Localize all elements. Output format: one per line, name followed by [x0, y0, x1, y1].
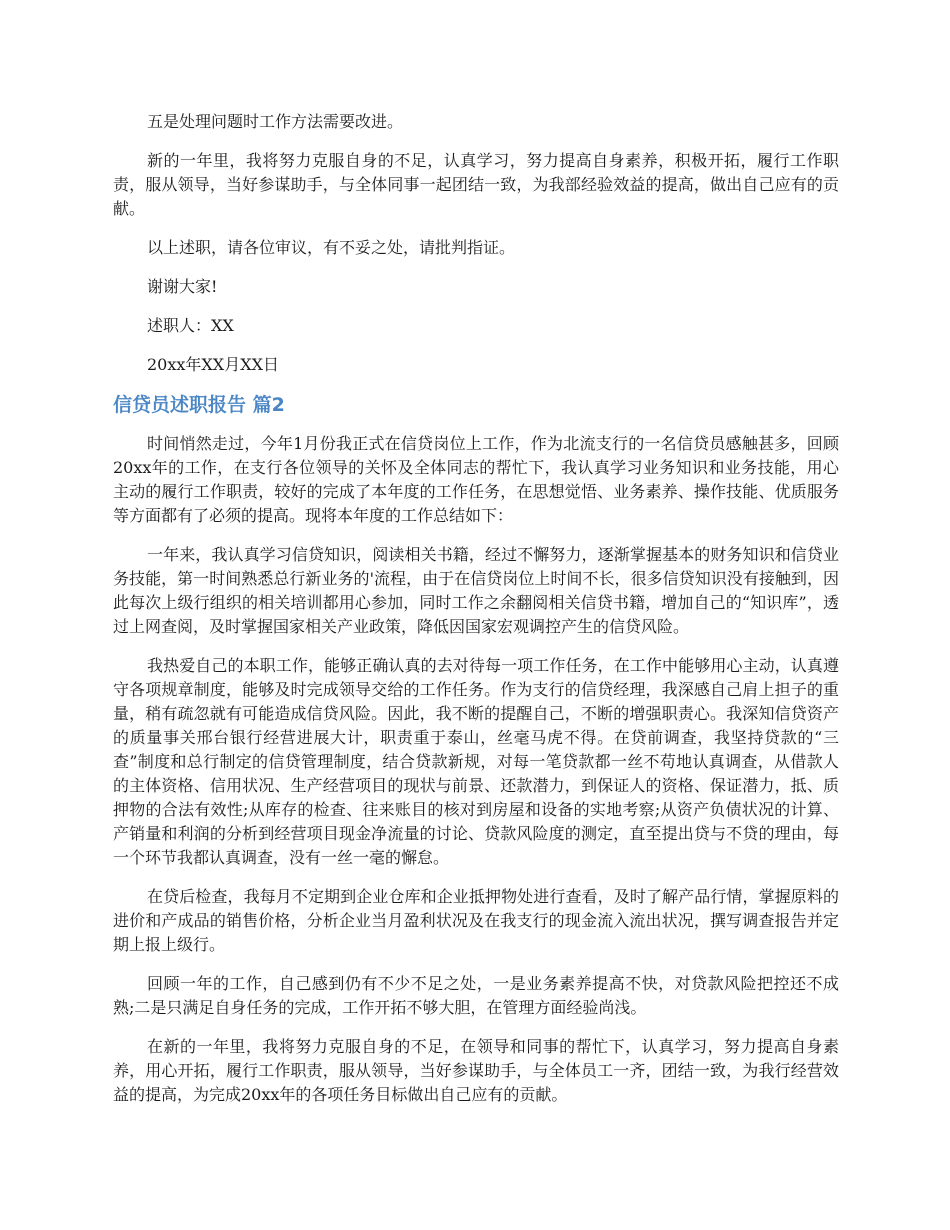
paragraph: 一年来，我认真学习信贷知识，阅读相关书籍，经过不懈努力，逐渐掌握基本的财务知识和信贷业务技能，第一时间熟悉总行新业务的'流程，由于在信贷岗位上时间不长，很多信贷知识没有接触到，因此每次上级行组织的相关培训都用心参加，同时工作之余翻阅相关信贷书籍，增加自己的“知识库”，透过上网查阅，及时掌握国家相关产业政策，降低因国家宏观调控产生的信贷风险。	[113, 545, 839, 636]
paragraph: 以上述职，请各位审议，有不妥之处，请批判指证。	[147, 238, 516, 257]
paragraph: 在贷后检查，我每月不定期到企业仓库和企业抵押物处进行查看，及时了解产品行情，掌握原料的进价和产成品的销售价格，分析企业当月盈利状况及在我支行的现金流入流出状况，撰写调查报告并定期上报上级行。	[113, 887, 839, 954]
paragraph: 在新的一年里，我将努力克服自身的不足，在领导和同事的帮忙下，认真学习，努力提高自身素养，用心开拓，履行工作职责，服从领导，当好参谋助手，与全体员工一齐，团结一致，为我行经营效益的提高，为完成20xx年的各项任务目标做出自己应有的贡献。	[113, 1037, 839, 1104]
section-heading: 信贷员述职报告 篇2	[113, 394, 285, 416]
paragraph: 谢谢大家!	[147, 277, 218, 296]
document-page	[113, 110, 839, 1122]
paragraph: 五是处理问题时工作方法需要改进。	[147, 112, 404, 131]
paragraph: 时间悄然走过，今年1月份我正式在信贷岗位上工作，作为北流支行的一名信贷员感触甚多，回顾20xx年的工作，在支行各位领导的关怀及全体同志的帮忙下，我认真学习业务知识和业务技能，用心主动的履行工作职责，较好的完成了本年度的工作任务，在思想觉悟、业务素养、操作技能、优质服务等方面都有了必须的提高。现将本年度的工作总结如下：	[113, 434, 839, 525]
paragraph: 新的一年里，我将努力克服自身的不足，认真学习，努力提高自身素养，积极开拓，履行工作职责，服从领导，当好参谋助手，与全体同事一起团结一致，为我部经验效益的提高，做出自己应有的贡献。	[113, 151, 839, 218]
paragraph: 我热爱自己的本职工作，能够正确认真的去对待每一项工作任务，在工作中能够用心主动，认真遵守各项规章制度，能够及时完成领导交给的工作任务。作为支行的信贷经理，我深感自己肩上担子的重量，稍有疏忽就有可能造成信贷风险。因此，我不断的提醒自己，不断的增强职责心。我深知信贷资产的质量事关邢台银行经营进展大计，职责重于泰山，丝毫马虎不得。在贷前调查，我坚持贷款的“三查”制度和总行制定的信贷管理制度，结合贷款新规，对每一笔贷款都一丝不苟地认真调查，从借款人的主体资格、信用状况、生产经营项目的现状与前景、还款潜力，到保证人的资格、保证潜力，抵、质押物的合法有效性;从库存的检查、往来账目的核对到房屋和设备的实地考察;从资产负债状况的计算、产销量和利润的分析到经营项目现金净流量的讨论、贷款风险度的测定，直至提出贷与不贷的理由，每一个环节我都认真调查，没有一丝一毫的懈怠。	[113, 656, 839, 867]
date-line: 20xx年XX月XX日	[147, 355, 279, 374]
paragraph: 回顾一年的工作，自己感到仍有不少不足之处，一是业务素养提高不快，对贷款风险把控还不成熟;二是只满足自身任务的完成，工作开拓不够大胆，在管理方面经验尚浅。	[113, 974, 839, 1017]
signature-line: 述职人：XX	[147, 316, 234, 335]
